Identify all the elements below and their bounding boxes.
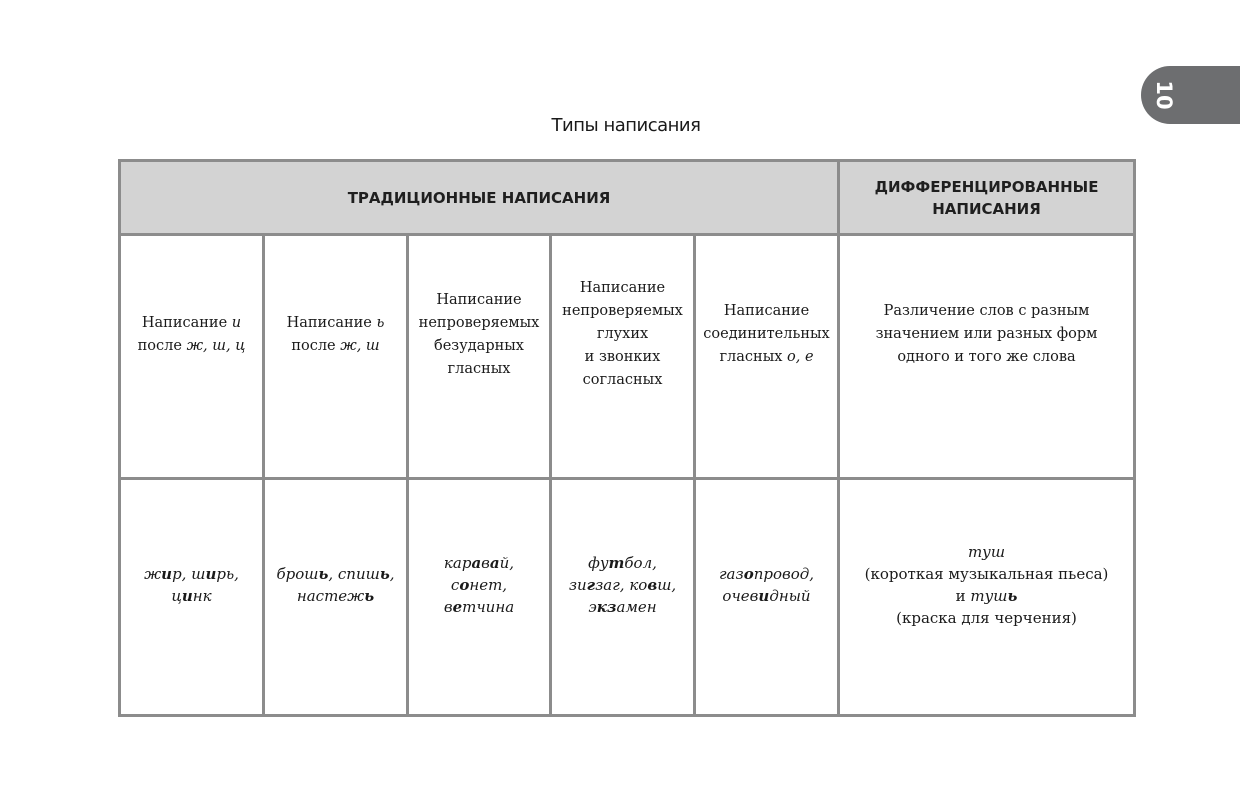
example-1-line1: жир, ширь, [144,565,239,583]
example-1-line2: цинк [171,587,212,605]
rule-4-line1: Написание [579,280,666,296]
example-5-line2: очевидный [722,587,811,605]
example-cell-3 [408,479,551,716]
rule-cell-4 [551,235,695,479]
example-4-line2: зигзаг, ковш, [568,576,677,594]
rule-cell-1 [120,235,264,479]
examples-row [120,479,1135,716]
example-4-line3: экзамен [588,598,657,616]
rule-1-letter: и [231,314,242,331]
page-title: Типы написания [551,115,701,136]
rules-row [120,235,1135,479]
example-cell-1 [120,479,264,716]
rule-6-line3: одного и того же слова [897,349,1076,365]
example-cell-2 [264,479,408,716]
rule-3-line3: безударных [434,337,524,354]
rule-6-line2: значением или разных форм [875,326,1098,342]
header-differentiated-line2: НАПИСАНИЯ [932,199,1041,218]
rule-4-line2: непроверяемых [562,303,683,319]
rule-6-line1: Различение слов с разным [883,303,1090,319]
header-differentiated-line1: ДИФФЕРЕНЦИРОВАННЫЕ [874,177,1099,196]
example-4-line1: футбол, [588,554,657,572]
example-cell-5 [695,479,839,716]
example-2-line1: брошь, спишь, [276,565,395,583]
example-cell-4 [551,479,695,716]
header-traditional [120,161,839,235]
rule-4-line4: и звонких [584,349,661,365]
header-differentiated [839,161,1135,235]
rule-cell-2 [264,235,408,479]
rule-2-after: после [291,337,341,354]
example-6-line2: (короткая музыкальная пьеса) [864,565,1109,583]
rule-1-letters: ж, ш, ц [186,337,246,354]
example-3-line1: каравай, [443,554,515,572]
rule-cell-6 [839,235,1135,479]
header-row [120,161,1135,235]
rule-3-line1: Написание [436,291,522,308]
rule-2-letters: ж, ш [340,337,380,354]
rule-4-line3: глухих [596,326,649,342]
example-2-line2: настежь [296,587,375,605]
rule-1-text: Написание [141,314,232,331]
rule-1-after: после [137,337,187,354]
header-traditional-label: ТРАДИЦИОННЫЕ НАПИСАНИЯ [347,188,611,207]
rule-5-line3: гласных [719,349,788,365]
rule-3-line2: непроверяемых [418,314,540,331]
rule-cell-5 [695,235,839,479]
rule-3-line4: гласных [447,360,511,377]
spelling-types-table [118,159,1136,717]
example-3-line3: ветчина [443,598,515,616]
rule-2-letter: ь [376,314,385,331]
rule-5-line2: соединительных [703,326,830,342]
example-6-line1: туш [967,543,1006,561]
rule-5-letters: о, е [787,349,814,365]
example-3-line2: сонет, [450,576,508,594]
rule-4-line5: согласных [582,372,663,388]
example-6-line4: (краска для черчения) [896,609,1077,627]
example-5-line1: газопровод, [718,565,815,583]
rule-2-text: Написание [286,314,377,331]
rule-cell-3 [408,235,551,479]
example-cell-6 [839,479,1135,716]
rule-5-line1: Написание [723,303,810,319]
page-number: 10 [1152,80,1176,110]
example-6-line3: и тушь [955,587,1018,605]
